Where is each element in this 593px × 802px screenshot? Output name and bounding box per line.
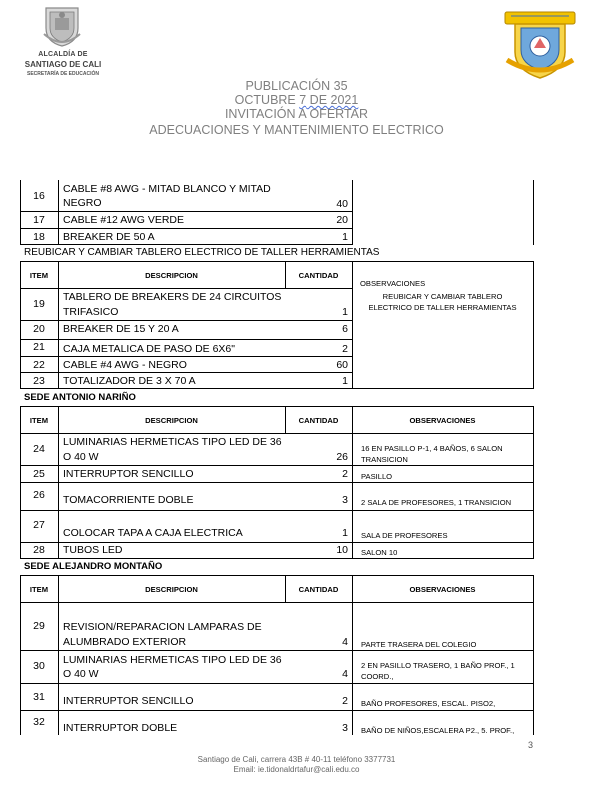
item-number: 16 [33,190,45,202]
column-header-item: ITEM [29,585,49,594]
logo-line-1: ALCALDÍA DE [38,51,88,58]
item-description: INTERRUPTOR SENCILLO [63,468,194,480]
item-description-cont: NEGRO [63,197,102,209]
column-header-item: ITEM [29,271,49,280]
item-quantity: 10 [336,544,348,556]
column-header-description: DESCRIPCION [145,271,198,280]
observation-text: BAÑO PROFESORES, ESCAL. PISO2, [361,699,496,708]
page-number: 3 [528,740,534,750]
item-description: INTERRUPTOR SENCILLO [63,695,194,707]
item-description: TOMACORRIENTE DOBLE [63,494,194,506]
date-day: 7 [299,93,307,107]
column-header-observations: OBSERVACIONES [360,279,426,288]
item-description-cont: O 40 W [63,451,99,463]
item-number: 18 [33,231,45,243]
footer-address: Santiago de Cali, carrera 43B # 40-11 teléfono 3377731 [197,755,396,764]
item-description: CAJA METALICA DE PASO DE 6X6" [63,343,235,355]
item-description: CABLE #8 AWG - MITAD BLANCO Y MITAD [63,183,271,195]
observation-text-cont: ELECTRICO DE TALLER HERRAMIENTAS [368,303,517,312]
subject-title: ADECUACIONES Y MANTENIMIENTO ELECTRICO [149,123,444,137]
logo-line-2: SANTIAGO DE CALI [24,60,102,69]
column-header-quantity: CANTIDAD [298,271,339,280]
item-number: 20 [33,323,45,335]
observation-text-cont: COORD., [361,672,394,681]
item-description: BREAKER DE 15 Y 20 A [63,323,179,335]
item-description: INTERRUPTOR DOBLE [63,722,178,734]
item-quantity: 6 [342,323,348,335]
item-quantity: 20 [336,214,348,226]
column-header-description: DESCRIPCION [145,585,198,594]
item-description: LUMINARIAS HERMETICAS TIPO LED DE 36 [63,436,282,448]
item-quantity: 2 [342,468,348,480]
item-description: CABLE #4 AWG - NEGRO [63,359,187,371]
observation-text: 2 SALA DE PROFESORES, 1 TRANSICION [361,498,512,507]
column-header-quantity: CANTIDAD [298,416,339,425]
school-crest-icon [501,6,579,82]
column-header-observations: OBSERVACIONES [409,416,476,425]
observation-text: 2 EN PASILLO TRASERO, 1 BAÑO PROF., 1 [361,661,515,670]
item-quantity: 2 [342,695,348,707]
item-description: REVISION/REPARACION LAMPARAS DE [63,621,262,633]
observation-text: BAÑO DE NIÑOS,ESCALERA P2., 5. PROF., [361,726,515,735]
observation-text: PARTE TRASERA DEL COLEGIO [361,640,477,649]
item-quantity: 1 [342,375,348,387]
column-header-item: ITEM [29,416,49,425]
observation-text: SALON 10 [361,548,398,557]
observation-text: PASILLO [361,472,393,481]
section-title: SEDE ALEJANDRO MONTAÑO [24,561,163,572]
item-number: 29 [33,620,45,632]
item-number: 30 [33,660,45,672]
item-number: 24 [33,443,45,455]
item-number: 32 [33,716,45,728]
item-quantity: 4 [342,668,348,680]
item-number: 19 [33,298,45,310]
item-number: 28 [33,544,45,556]
observation-text: REUBICAR Y CAMBIAR TABLERO [382,292,503,301]
coat-of-arms-icon [40,4,84,48]
item-description: TUBOS LED [63,544,123,556]
item-description-cont: ALUMBRADO EXTERIOR [63,636,187,648]
date-month: OCTUBRE [234,93,300,107]
item-quantity: 4 [342,636,348,648]
item-quantity: 1 [342,306,348,318]
item-quantity: 3 [342,722,348,734]
column-header-quantity: CANTIDAD [298,585,339,594]
invitation-title: INVITACIÓN A OFERTAR [224,107,369,121]
footer-email: Email: ie.tidonaldrtafur@cali.edu.co [233,765,360,774]
observation-text: 16 EN PASILLO P-1, 4 BAÑOS, 6 SALON [361,444,503,453]
item-description-cont: TRIFASICO [63,306,119,318]
item-quantity: 60 [336,359,348,371]
publication-number: PUBLICACIÓN 35 [245,79,348,93]
column-header-description: DESCRIPCION [145,416,198,425]
item-quantity: 1 [342,231,348,243]
item-quantity: 1 [342,527,348,539]
item-number: 21 [33,341,45,353]
section-title: SEDE ANTONIO NARIÑO [24,392,136,403]
section-title: REUBICAR Y CAMBIAR TABLERO ELECTRICO DE TALLER HERRAMIENTAS [24,247,380,258]
item-description: BREAKER DE 50 A [63,231,155,243]
logo-line-3: SECRETARÍA DE EDUCACIÓN [27,71,99,77]
column-header-observations: OBSERVACIONES [409,585,476,594]
observation-text: SALA DE PROFESORES [361,531,448,540]
item-number: 25 [33,468,45,480]
item-number: 27 [33,519,45,531]
item-description: CABLE #12 AWG VERDE [63,214,184,226]
item-quantity: 2 [342,343,348,355]
item-number: 26 [33,489,45,501]
item-number: 22 [33,359,45,371]
item-description: TOTALIZADOR DE 3 X 70 A [63,375,196,387]
item-number: 17 [33,214,45,226]
item-quantity: 26 [336,451,348,463]
item-quantity: 3 [342,494,348,506]
item-description: COLOCAR TAPA A CAJA ELECTRICA [63,527,243,539]
item-description-cont: O 40 W [63,668,99,680]
observation-text-cont: TRANSICION [361,455,408,464]
alcaldia-logo [18,4,108,80]
item-description: TABLERO DE BREAKERS DE 24 CIRCUITOS [63,291,282,303]
publication-date [0,94,593,107]
item-number: 31 [33,691,45,703]
item-number: 23 [33,375,45,387]
date-year: DE 2021 [306,93,359,107]
item-description: LUMINARIAS HERMETICAS TIPO LED DE 36 [63,654,282,666]
item-quantity: 40 [336,198,348,210]
